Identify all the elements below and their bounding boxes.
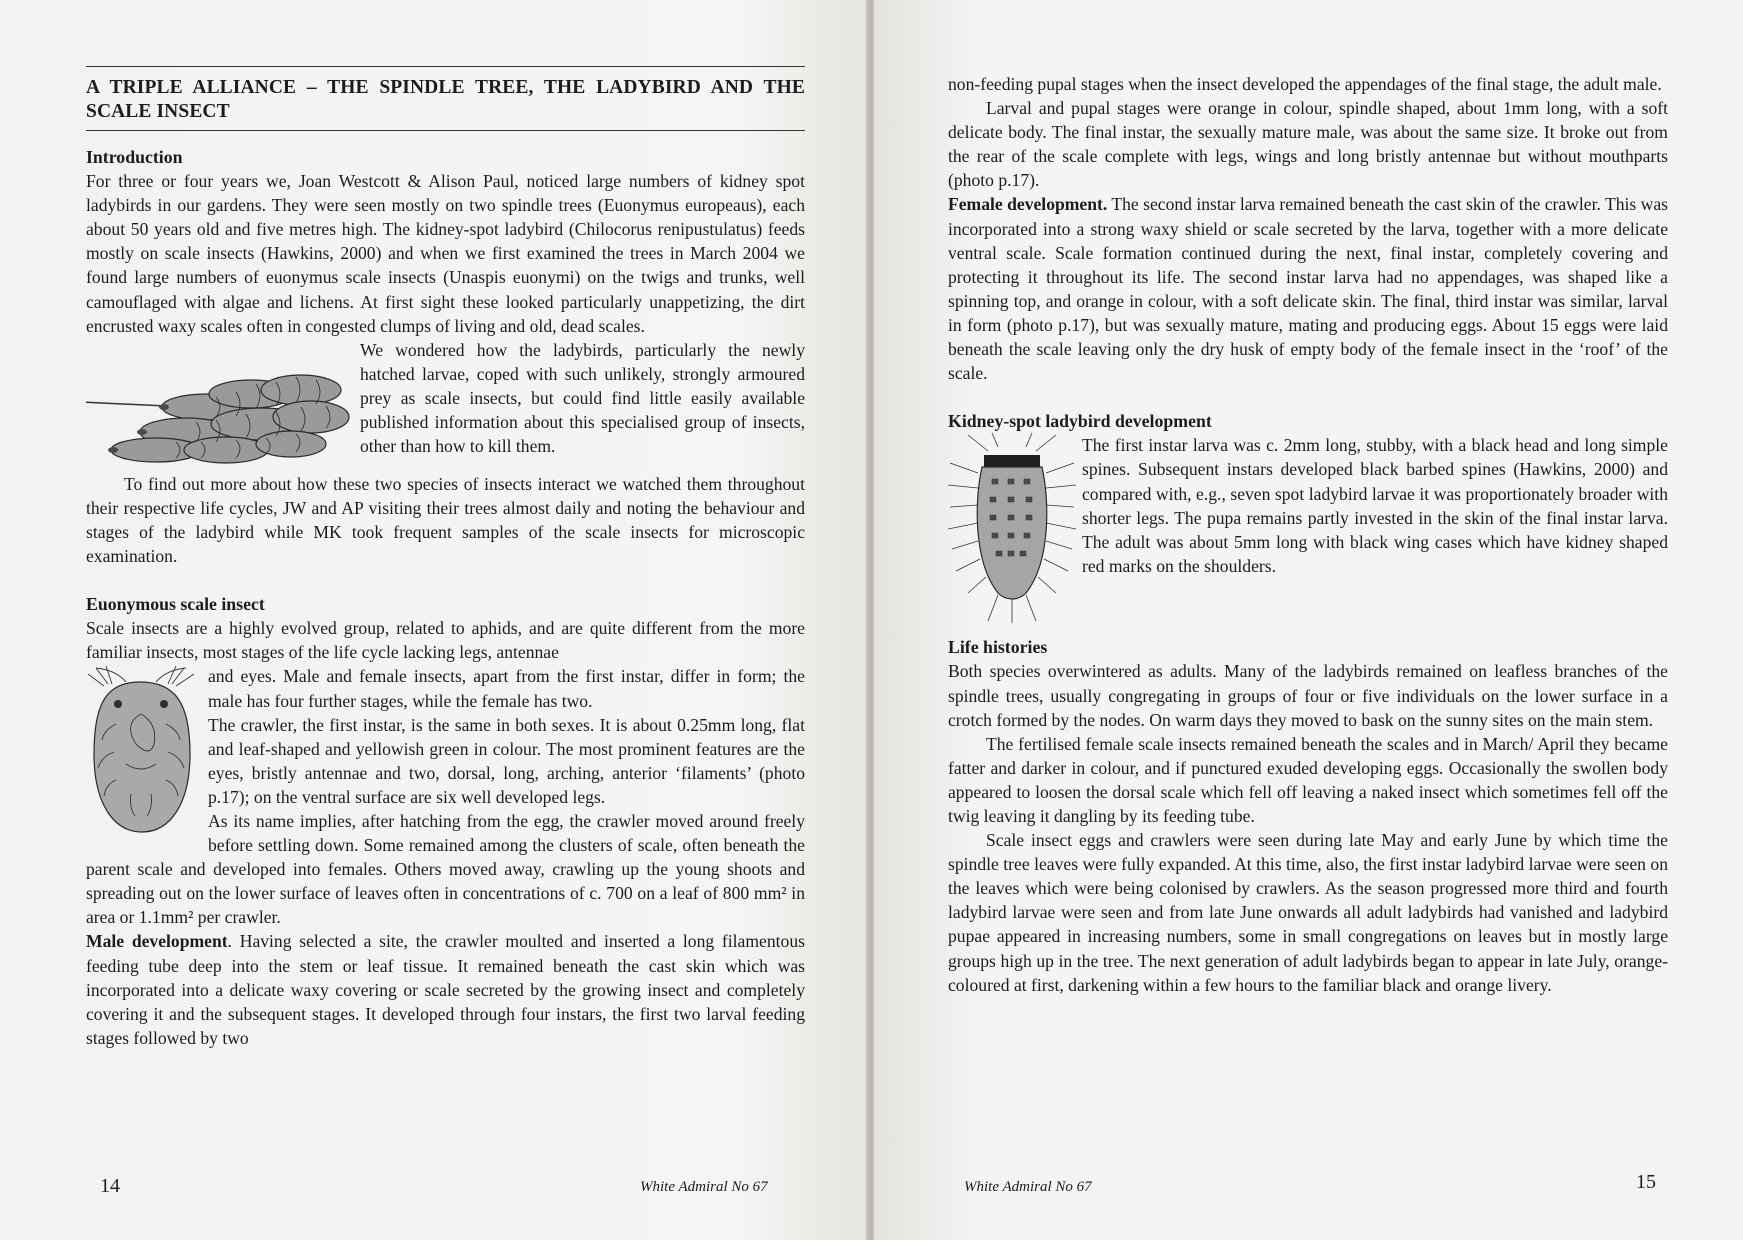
ladybird-section	[948, 433, 1668, 623]
page-number-left: 14	[100, 1175, 120, 1197]
life-histories-heading: Life histories	[948, 637, 1048, 658]
life-paragraph-3: Scale insect eggs and crawlers were seen during late May and early June by which time the spindle tree leaves were fully expanded. At this time, also, the first instar ladybird larvae were seen on the leaves which were being colonised by crawlers. As the season progressed more third and fourth ladybird larvae were seen and from late June onwards all adult ladybirds had vanished and ladybird pupae appeared in increasing numbers, some in small congregations on leaves but in mostly large groups high up in the tree. The next generation of adult ladybirds began to appear in late July, orange-coloured at first, darkening within a few hours to the familiar black and orange livery.	[948, 830, 1668, 995]
scale-paragraph-1b: and eyes. Male and female insects, apart from the first instar, differ in form; the male has four further stages, while the female has two.	[208, 666, 805, 711]
journal-footer-left: White Admiral No 67	[640, 1179, 768, 1195]
left-column	[86, 66, 805, 1050]
female-development-paragraph	[948, 192, 1668, 385]
scale-cluster-section	[86, 338, 805, 472]
page-number-right: 15	[1636, 1171, 1656, 1193]
male-development-heading: Male development	[86, 931, 228, 952]
intro-paragraph-2: We wondered how the ladybirds, particularly the newly hatched larvae, coped with such unlikely, strongly armoured prey as scale insects, but could find little easily available published information about this specialised group of insects, other than how to kill them.	[360, 339, 805, 457]
intro-heading: Introduction	[86, 147, 183, 167]
scale-insect-heading: Euonymous scale insect	[86, 594, 265, 615]
crawler-illustration	[86, 664, 198, 840]
intro-paragraph-1: For three or four years we, Joan Westcott & Alison Paul, noticed large numbers of kidney spot ladybirds in our gardens. They were seen mostly on two spindle trees (Euonymus europeaus), each about 50 years old and five metres high. The kidney-spot ladybird (Chilocorus renipustulatus) feeds mostly on scale insects (Hawkins, 2000) and when we first examined the trees in March 2004 we found large numbers of euonymus scale insects (Unaspis euonymi) on the twigs and trunks, well camouflaged with algae and lichens. At first sight these looked particularly unappetizing, the dirt encrusted waxy scales often in congested clumps of living and old, dead scales.	[86, 171, 805, 336]
scale-paragraph-3: As its name implies, after hatching from the egg, the crawler moved around freely before settling down. Some remained among the clusters of scale, often beneath the parent scale and developed into females. Others moved away, crawling up the young shoots and spreading out on the lower surface of leaves often in concentrations of c. 700 on a leaf of 800 mm² in area or 1.1mm² per crawler.	[86, 810, 805, 928]
ladybird-larva-illustration	[948, 433, 1076, 623]
life-paragraph-1: Both species overwintered as adults. Many of the ladybirds remained on leafless branches of the spindle trees, usually congregating in groups of four or five individuals on the lower surface in a crotch formed by the nodes. On warm days they moved to bask on the sunny sites on the main stem.	[948, 661, 1668, 730]
male-development-text: . Having selected a site, the crawler moulted and inserted a long filamentous feeding tube deep into the stem or leaf tissue. It remained beneath the cast skin which was incorporated into a delicate waxy covering or scale secreted by the growing insect and completely covering it and the subsequent stages. It developed through four instars, the first two larval feeding stages followed by two	[86, 931, 805, 1048]
female-development-text: The second instar larva remained beneath the cast skin of the crawler. This was incorporated into a strong waxy shield or scale secreted by the larva, together with a more delicate ventral scale. Scale formation continued during the next, final instar, completely covering and protecting it throughout its life. The second instar larva had no appendages, was shaped like a spinning top, and orange in colour, with a soft delicate skin. The final, third instar was similar, larval in form (photo p.17), but was sexually mature, mating and producing eggs. About 15 eggs were laid beneath the scale leaving only the dry husk of empty body of the female insect in the ‘roof’ of the scale.	[948, 194, 1668, 384]
right-page	[874, 0, 1743, 1240]
larval-pupal-paragraph: Larval and pupal stages were orange in colour, spindle shaped, about 1mm long, with a soft delicate body. The final instar, the sexually mature male, was about the same size. It broke out from the rear of the scale complete with legs, wings and long bristly antennae but without mouthparts (photo p.17).	[948, 98, 1668, 191]
scale-paragraph-1a: Scale insects are a highly evolved group, related to aphids, and are quite different from the more familiar insects, most stages of the life cycle lacking legs, antennae	[86, 618, 805, 663]
journal-footer-right: White Admiral No 67	[964, 1179, 1092, 1195]
kidney-spot-heading: Kidney-spot ladybird development	[948, 411, 1212, 432]
continued-paragraph: non-feeding pupal stages when the insect developed the appendages of the final stage, the adult male.	[948, 74, 1662, 94]
kidney-spot-text: The first instar larva was c. 2mm long, stubby, with a black head and long simple spines. Subsequent instars developed black barbed spines (Hawkins, 2000) and compared with, e.g., seven spot ladybird larvae it was proportionately broader with shorter legs. The pupa remains partly invested in the skin of the final instar larva. The adult was about 5mm long with black wing cases which have kidney shaped red marks on the shoulders.	[1082, 435, 1668, 576]
life-paragraph-2: The fertilised female scale insects remained beneath the scales and in March/ April they became fatter and darker in colour, and if punctured exuded developing eggs. Occasionally the swollen body appeared to loosen the dorsal scale which fell off leaving a naked insect which sometimes fell off the twig leaving it dangling by its feeding tube.	[948, 733, 1668, 826]
scale-cluster-illustration	[86, 362, 352, 472]
right-column	[948, 72, 1668, 997]
male-development-paragraph	[86, 929, 805, 1049]
article-title: A TRIPLE ALLIANCE – THE SPINDLE TREE, THE LADYBIRD AND THE SCALE INSECT	[86, 66, 805, 131]
crawler-section	[86, 664, 805, 929]
female-development-heading: Female development.	[948, 194, 1108, 215]
left-page	[0, 0, 868, 1240]
intro-paragraph-3: To find out more about how these two species of insects interact we watched them throughout their respective life cycles, JW and AP visiting their trees almost daily and noting the behaviour and stages of the ladybird while MK took frequent samples of the scale insects for microscopic examination.	[86, 473, 805, 567]
scale-paragraph-2: The crawler, the first instar, is the same in both sexes. It is about 0.25mm long, flat and leaf-shaped and yellowish green in colour. The most prominent features are the eyes, bristly antennae and two, dorsal, long, arching, anterior ‘filaments’ (photo p.17); on the ventral surface are six well developed legs.	[208, 714, 805, 807]
